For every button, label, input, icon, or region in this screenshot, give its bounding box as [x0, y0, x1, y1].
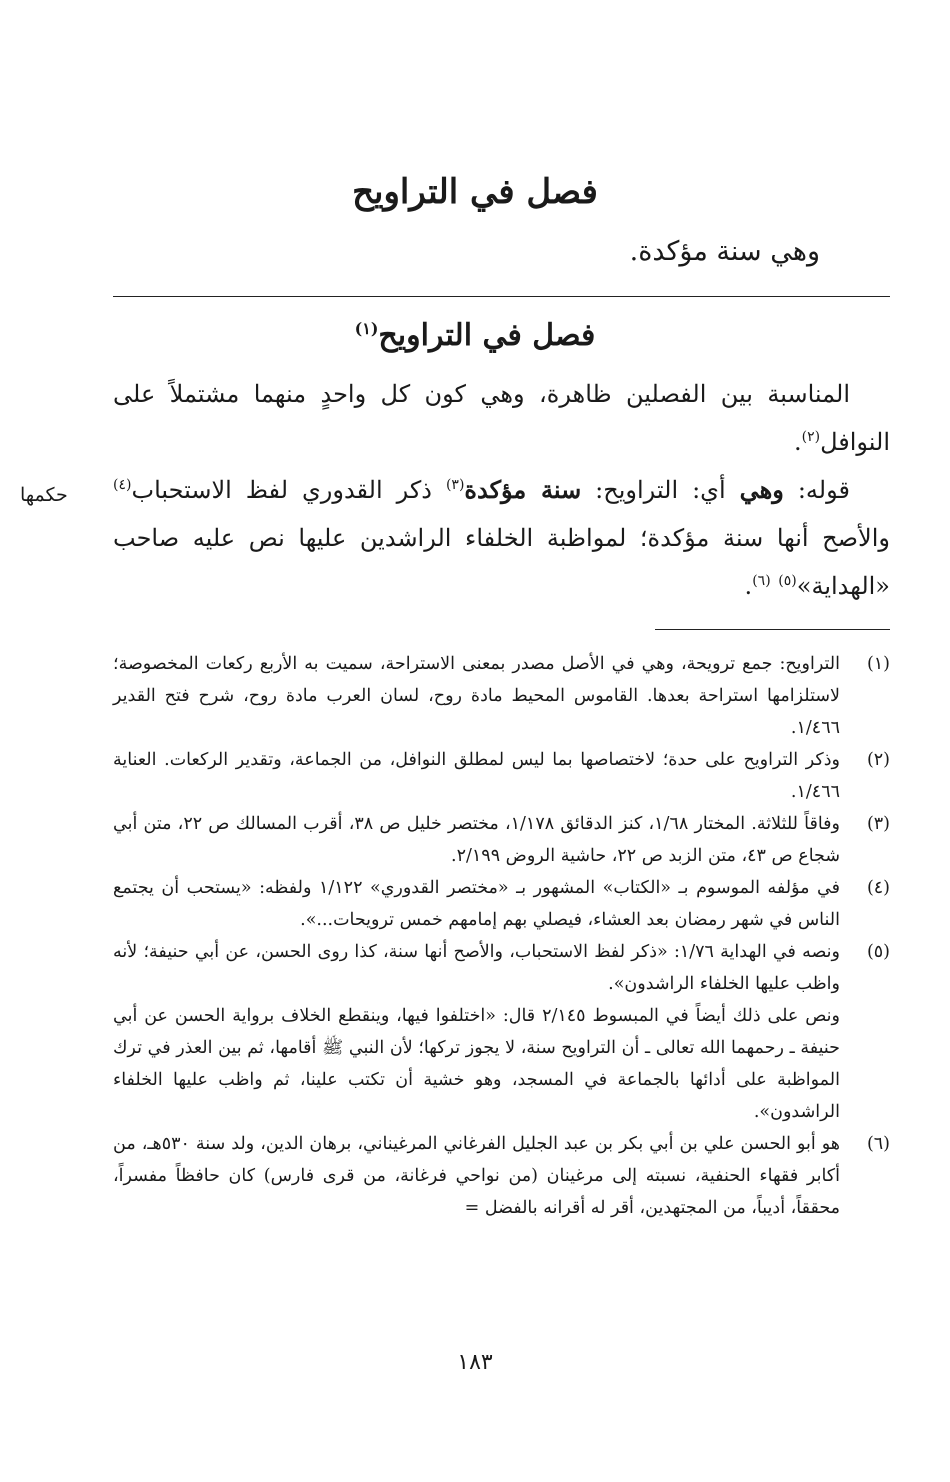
- footnote-divider: [655, 629, 890, 630]
- para2-ref4: (٤): [113, 477, 132, 493]
- footnote-6: [113, 1128, 890, 1224]
- sharh-body: [113, 370, 890, 610]
- sharh-title: [0, 318, 950, 353]
- para2-ref5: (٥): [778, 573, 797, 589]
- footnote-text: وذكر التراويح على حدة؛ لاختصاصها بما ليس لمطلق النوافل، من الجماعة، وتقدير الركعات. العناية ١/٤٦٦.: [113, 750, 840, 802]
- footnote-1: [113, 648, 890, 744]
- footnote-text: في مؤلفه الموسوم بـ «الكتاب» المشهور بـ «مختصر القدوري» ١/١٢٢ ولفظه: «يستحب أن يجتمع الناس في شهر رمضان بعد العشاء، فيصلي بهم إمامهم خمس ترويحات...».: [113, 878, 840, 930]
- footnote-5-continuation: [113, 1000, 890, 1128]
- sharh-paragraph-1: [113, 370, 890, 466]
- chapter-title: فصل في التراويح: [352, 172, 598, 212]
- footnote-number: (٢): [866, 750, 890, 770]
- footnote-5: [113, 936, 890, 1000]
- footnote-number: (٤): [866, 878, 890, 898]
- page-number: ١٨٣: [457, 1350, 493, 1375]
- footnote-number: (٦): [866, 1134, 890, 1154]
- footnote-number: (٣): [866, 814, 890, 834]
- para2-qawluhu: قوله:: [797, 476, 850, 504]
- para2-end: .: [744, 572, 753, 600]
- footnote-text: التراويح: جمع ترويحة، وهي في الأصل مصدر بمعنى الاستراحة، سميت به الأربع ركعات المخصوصة؛ لاستلزامها استراحة بعدها. القاموس المحيط مادة روح، لسان العرب مادة روح، شرح فتح القدير ١/٤٦٦.: [113, 654, 840, 738]
- footnote-text: ونص على ذلك أيضاً في المبسوط ٢/١٤٥ قال: «اختلفوا فيها، وينقطع الخلاف برواية الحسن عن أبي حنيفة ـ رحمهما الله تعالى ـ أن التراويح سنة، لا يجوز تركها؛ لأن النبي ﷺ أقامها، ثم بين العذر في ترك المواظبة على أدائها بالجماعة في المسجد، وهو خشية أن تكتب علينا، ثم واظب عليها الخلفاء الراشدون».: [113, 1006, 841, 1122]
- para1-end: .: [793, 428, 802, 456]
- sharh-paragraph-2: [113, 466, 890, 610]
- sharh-title-ref: (١): [354, 319, 379, 338]
- footnote-2: [113, 744, 890, 808]
- para1-text: المناسبة بين الفصلين ظاهرة، وهي كون كل واحدٍ منهما مشتملاً على النوافل: [113, 380, 890, 456]
- matn-text: وهي سنة مؤكدة.: [629, 236, 820, 267]
- para2-text1: ذكر القدوري لفظ الاستحباب: [131, 476, 432, 504]
- footnote-3: [113, 808, 890, 872]
- footnote-text: ونصه في الهداية ١/٧٦: «ذكر لفظ الاستحباب، والأصح أنها سنة، كذا روى الحسن، عن أبي حنيفة؛ لأنه واظب عليها الخلفاء الراشدون».: [113, 942, 840, 994]
- para2-ref3: (٣): [445, 477, 465, 493]
- sharh-title-text: فصل في التراويح: [378, 318, 596, 353]
- footnote-text: هو أبو الحسن علي بن أبي بكر بن عبد الجليل الفرغاني المرغيناني، برهان الدين، ولد سنة ٥٣٠هـ، من أكابر فقهاء الحنفية، نسبته إلى مرغينان (من نواحي فرغانة، من قرى فارس) كان حافظاً مفسراً، محققاً، أديباً، من المجتهدين، أقر له أقرانه بالفضل =: [113, 1134, 841, 1218]
- footnote-4: [113, 872, 890, 936]
- margin-note: حكمها: [20, 484, 68, 506]
- footnote-number: (١): [866, 654, 890, 674]
- para2-wahiya: وهي: [739, 475, 784, 504]
- footnote-text: وفاقاً للثلاثة. المختار ١/٦٨، كنز الدقائق ١/١٧٨، مختصر خليل ص ٣٨، أقرب المسالك ص ٢٢، متن أبي شجاع ص ٤٣، متن الزبد ص ٢٢، حاشية الروض ٢/١٩٩.: [113, 814, 840, 866]
- para2-ref6: (٦): [752, 573, 771, 589]
- footnotes: [113, 648, 890, 1224]
- footnote-number: (٥): [866, 942, 890, 962]
- para1-ref: (٢): [801, 429, 821, 445]
- para2-sunna: سنة مؤكدة: [464, 475, 582, 504]
- matn-divider: [113, 296, 890, 297]
- para2-ay: أي: التراويح:: [595, 476, 726, 504]
- para2-text2: والأصح أنها سنة مؤكدة؛ لمواظبة الخلفاء الراشدين عليها نص عليه صاحب «الهداية»: [113, 524, 890, 600]
